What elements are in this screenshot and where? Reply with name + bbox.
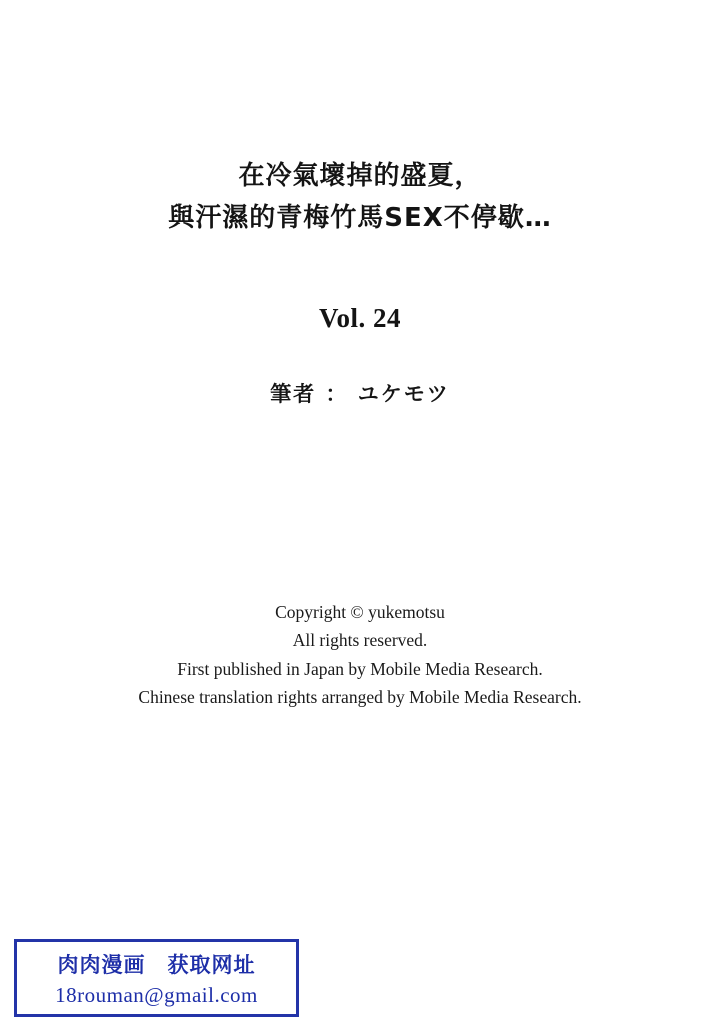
watermark-email: 18rouman@gmail.com (55, 983, 258, 1007)
title-line-2: 與汗濕的青梅竹馬SEX不停歇… (168, 203, 552, 234)
watermark-banner (14, 939, 299, 1017)
copyright-line-4: Chinese translation rights arranged by Mobile Media Research. (138, 687, 582, 708)
volume-label: Vol. 24 (318, 303, 402, 333)
copyright-line-3: First published in Japan by Mobile Media Research. (177, 658, 543, 679)
copyright-line-1: Copyright © yukemotsu (275, 602, 445, 622)
title-line-1: 在冷氣壞掉的盛夏， (238, 161, 482, 191)
watermark-site-name: 肉肉漫画 获取网址 (57, 953, 256, 977)
title-block (0, 155, 720, 239)
author-label: 筆者 ： ユケモツ (270, 382, 450, 406)
copyright-block (0, 598, 720, 711)
copyright-line-2: All rights reserved. (292, 630, 428, 651)
